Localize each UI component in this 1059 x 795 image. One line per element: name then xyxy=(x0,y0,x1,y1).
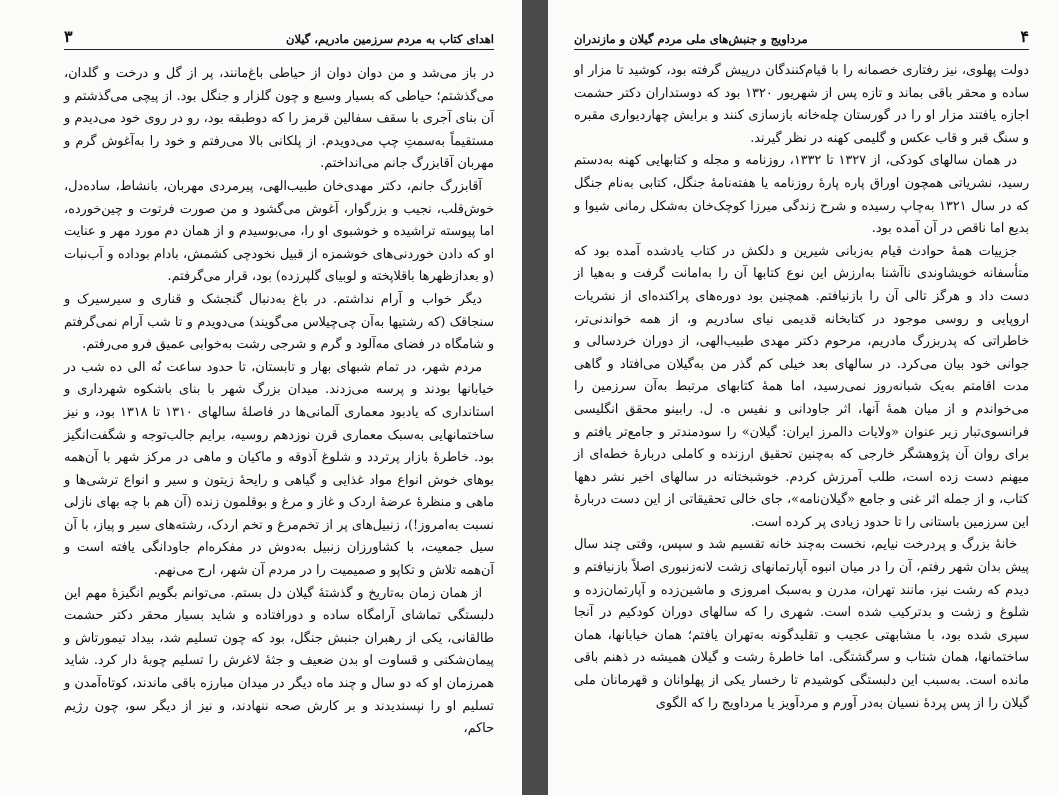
right-book-page xyxy=(548,0,1059,795)
paragraph: در باز می‌شد و من دوان دوان از حیاطی باغ‌مانند، پر از گل و درخت و گلدان، می‌گذشتم؛ حیاطی که بسیار وسیع و چون گلزار و جنگل بود. از پیچی می‌گذشتم و آن بنای آجری با سقف سفالین قرمز را که دوطبقه بود، رو در روی خود می‌دیدم و مستقیماً به‌سمتِ چپ می‌دویدم. از پلکانی بالا می‌رفتم و خود را به‌آغوش گرم و مهربان آقابزرگ جانم می‌انداختم. xyxy=(64,66,494,172)
paragraph: خانهٔ بزرگ و پردرخت نیایم، نخست به‌چند خانه تقسیم شد و سپس، وقتی چند سال پیش بدان شهر رفتم، آن را در میان انبوه آپارتمانهای زشت لانه‌زنبوری اصلاً بازنیافتم و دیدم که رشت نیز، مانند تهران، مدرن و به‌سبک امروزی و ماشین‌زده و آپارتمان‌زده و شلوغ و زشت و بدترکیب شده است. شهری را که سالهای دوران کودکیم در آنجا سپری شده بود، با مشابهتی عجیب و تقلیدگونه به‌تهران یافتم؛ همان خیابانها، همان ساختمانها، همان شتاب و سرگشتگی. اما خاطرهٔ رشت و گیلان همیشه در ذهنم باقی مانده است. به‌سبب این دلبستگی کوشیدم تا رخسار یکی از پهلوانان و قهرمانان ملی گیلان را از پس پردهٔ نسیان به‌در آورم و مردآویز یا مرداویج را که الگوی xyxy=(574,537,1029,711)
running-title: مرداویج و جنبش‌های ملی مردم گیلان و مازندران xyxy=(574,32,808,46)
page-number: ۴ xyxy=(1020,27,1029,46)
paragraph: دیگر خواب و آرام نداشتم. در باغ به‌دنبال گنجشک و قناری و سیرسیرک و سنجاقک (که رشتیها به‌آن چی‌چیلاس می‌گویند) می‌دویدم و تا شب آرام نمی‌گرفتم و شامگاه در فضای مه‌آلود و گرم و شرجی رشت به‌خوابی عمیق فرو می‌رفتم. xyxy=(64,291,494,353)
left-book-page xyxy=(0,0,522,795)
paragraph: مردم شهر، در تمام شبهای بهار و تابستان، تا حدود ساعت نُه الی ده شب در خیابانها بودند و پرسه می‌زدند. میدان بزرگ شهر با بنای باشکوه شهرداری و استانداری که یادبود معماری آلمانی‌ها در فاصلهٔ سالهای ۱۳۱۰ تا ۱۳۱۸ بود، و نیز ساختمانهایی به‌سبک معماری قرن نوزدهم روسیه، برایم جالب‌توجه و شگفت‌انگیز بود. خاطرهٔ بازار پرتردد و شلوغ آذوقه و ماکیان و ماهی در مرکز شهر با آن‌همه بوهای خوش انواع مواد غذایی و گیاهی و رایحهٔ زیتون و سیر و انواع ترشی‌ها و ماهی و منظرهٔ عرضهٔ اردک و غاز و مرغ و بوقلمون زنده (آن هم با چه بهای نازلی نسبت به‌امروز!)، زنبیل‌های پر از تخم‌مرغ و تخم اردک، رشته‌های سیر و پیاز، با آن سیل جمعیت، با کشاورزان زنبیل به‌دوش در مفکره‌ام جاودانگی یافته است و آن‌همه تلاش و تکاپو و صمیمیت را در مردم آن شهر، ارج می‌نهم. xyxy=(64,359,494,579)
right-page-body xyxy=(574,60,1029,715)
paragraph: دولت پهلوی، نیز رفتاری خصمانه را با قیام‌کنندگان درپیش گرفته بود، کوشید تا مزار او ساده و محقر باقی بماند و تازه پس از شهریور ۱۳۲۰ بود که دوستداران دکتر حشمت اجازه یافتند مزار او را در گورستان چله‌خانه بازسازی کنند و برایش چهاردیواری مقبره و سنگ قبر و قاب عکس و گلیمی کهنه در نظر گیرند. xyxy=(574,63,1029,146)
paragraph: جزییات همهٔ حوادث قیام به‌زبانی شیرین و دلکش در کتاب یادشده آمده بود که متأسفانه خویشاوندی ناآشنا به‌ارزش این نوع کتابها آن را به‌امانت گرفت و به‌هیا از دست داد و هرگز تالی آن را بازنیافتم. همچنین بود دوره‌های پراکنده‌ای از نشریات اروپایی و روسی موجود در کتابخانه قدیمی نیای سادریم و، از همه خواندنی‌تر، خاطراتی که پدربزرگ مادریم، مرحوم دکتر مهدی طبیب‌الهی، از دوران خردسالی و جوانی خود بیان می‌کرد. در سالهای بعد خیلی کم گذر من به‌گیلان می‌افتاد و گاهی مدت اقامتم به‌یک شبانه‌روز نمی‌رسید، اما همهٔ کتابهای مرتبط به‌آن سرزمین را می‌خواندم و از میان همهٔ آنها، اثر جاودانی و نفیس ه. ل. رابینو محقق انگلیسی فرانسوی‌تبار زیر عنوان «ولایات دالمرز ایران: گیلان» را سودمندتر و جامع‌تر یافتم و برای روان آن پژوهشگر خارجی که به‌چنین تحقیق ارزنده و کاملی دربارهٔ خطه‌ای از میهنم دست زده است، طلب آمرزش کردم. خوشبختانه در سالهای اخیر نشر دهها کتاب، و از جمله اثر غنی و جامع «گیلان‌نامه»، جای خالی تحقیقاتی از این دست دربارهٔ این سرزمین باستانی را تا حدود زیادی پر کرده است. xyxy=(574,243,1029,530)
right-page-header xyxy=(574,28,1029,50)
left-page-header xyxy=(64,28,494,50)
running-title: اهدای کتاب به مردم سرزمین مادریم، گیلان xyxy=(286,32,494,46)
paragraph: در همان سالهای کودکی، از ۱۳۲۷ تا ۱۳۳۲، روزنامه و مجله و کتابهایی کهنه به‌دستم رسید، نشریاتی همچون اوراق پاره پارهٔ روزنامه یا هفته‌نامهٔ جنگل، کتابی به‌نام جنگل که در سال ۱۳۲۱ به‌چاپ رسیده و شرح زندگی میرزا کوچک‌خان به‌شکل رمانی شیوا و بدیع اما ناقص در آن آمده بود. xyxy=(574,153,1029,237)
page-number: ۳ xyxy=(64,27,73,46)
left-page-body xyxy=(64,63,494,741)
paragraph: از همان زمان به‌تاریخ و گذشتهٔ گیلان دل بستم. می‌توانم بگویم انگیزهٔ مهم این دلبستگی تماشای آرامگاه ساده و دورافتاده و شاید بسیار محقر دکتر حشمت طالقانی، یکی از رهبران جنبش جنگل، بود که چون تسلیم شد، بیداد تیمورتاش و پیمان‌شکنی و قساوت او بدن ضعیف و جثهٔ لاغرش را تسلیم چوبهٔ دار کرد. شاید همرزمان او که دو سال و چند ماه دیگر در میدان مبارزه باقی ماندند، کوتاه‌آمدن و تسلیم او را نپسندیدند و بر کارش صحه ننهادند، و نیز از دیگر سو، چون رژیم حاکم، xyxy=(64,585,494,737)
paragraph: آقابزرگ جانم، دکتر مهدی‌خان طبیب‌الهی، پیرمردی مهربان، بانشاط، ساده‌دل، خوش‌قلب، نجیب و بزرگوار، آغوش می‌گشود و من صورت فرتوت و چین‌خورده، اما پیوسته تراشیده و خوشبوی او را، می‌بوسیدم و از همان دم مورد مهر و عنایت او که دادن خوردنی‌های خوشمزه از قبیل نخودچی کشمش، بادام بوداده و آب‌نبات (و بعدازظهرها باقلاپخته و لوبیای گلپرزده) بود، قرار می‌گرفتم. xyxy=(64,178,494,285)
